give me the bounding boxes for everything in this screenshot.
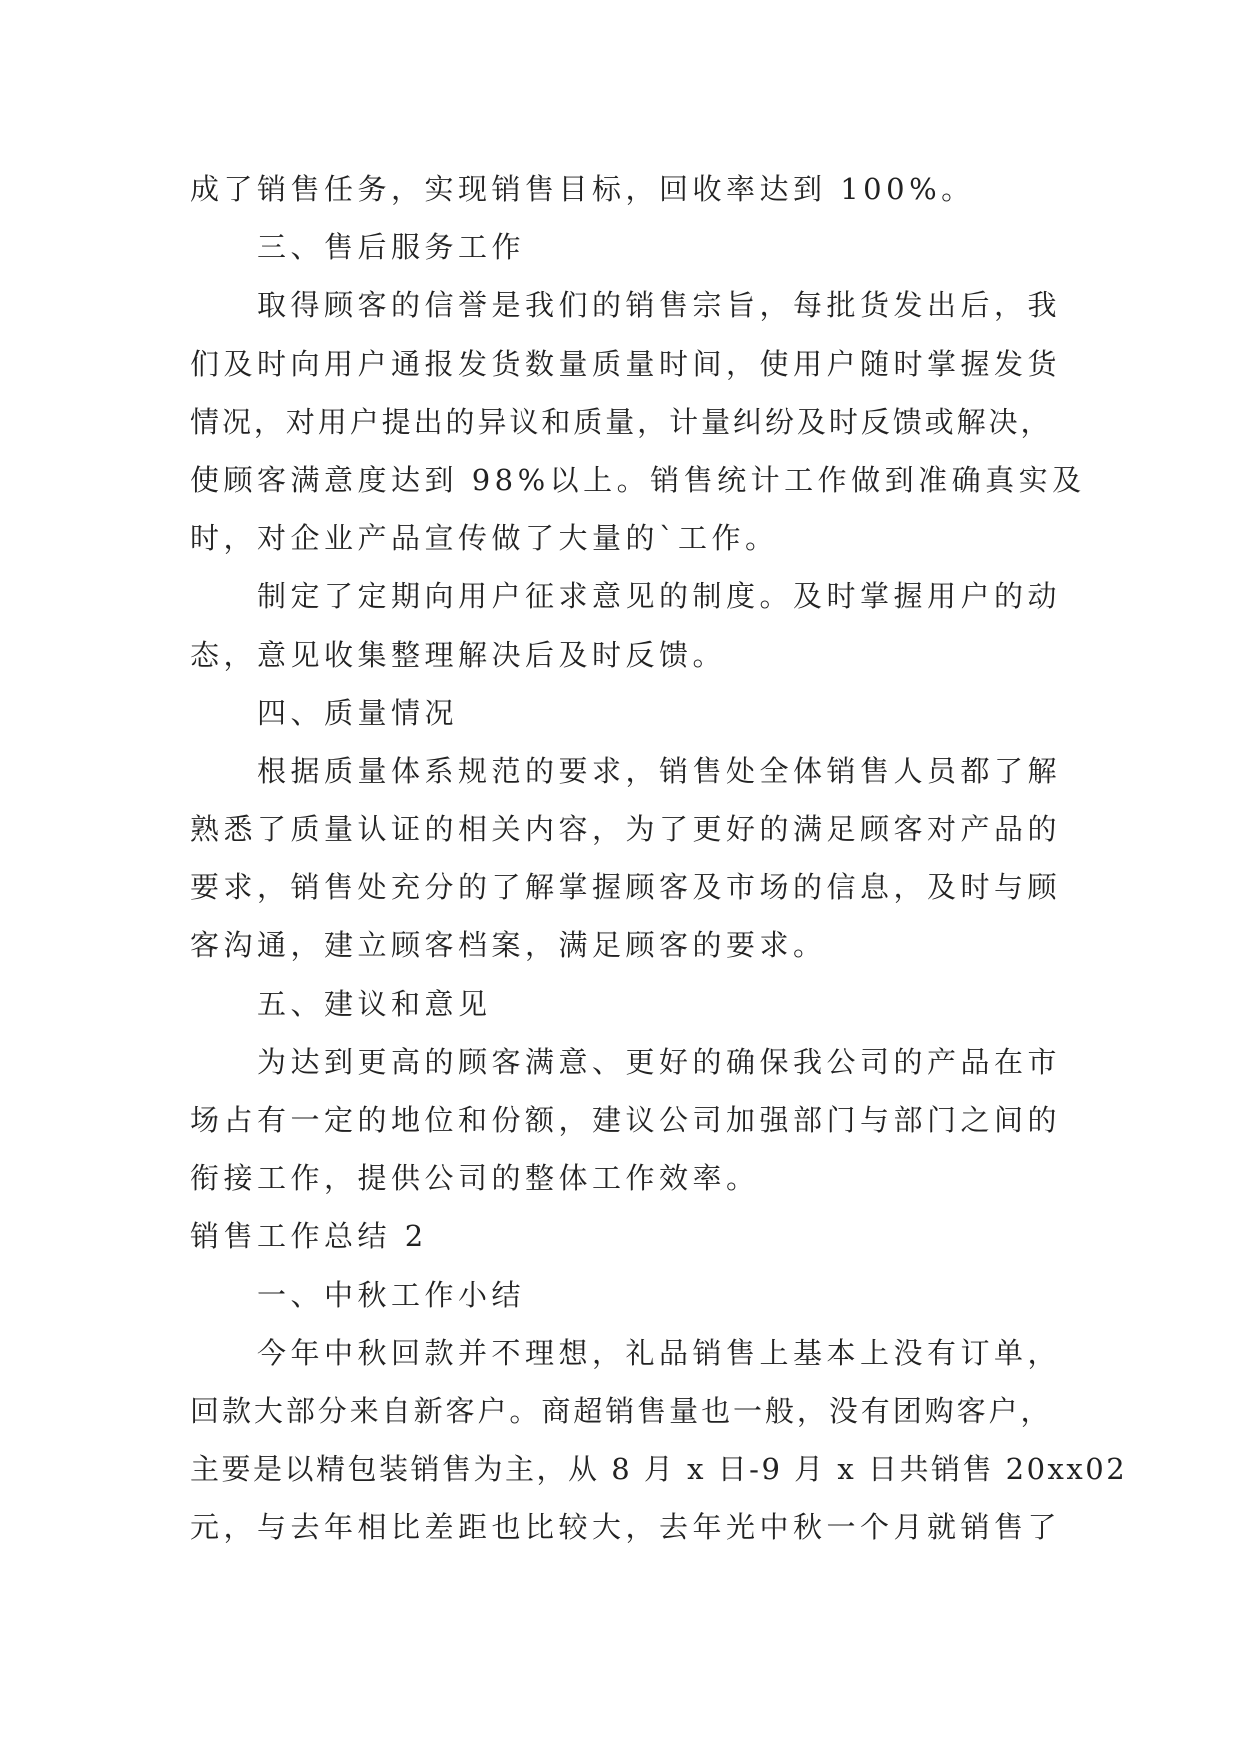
paragraph-line: 今年中秋回款并不理想，礼品销售上基本上没有订单， <box>257 1335 1062 1370</box>
paragraph-line: 情况，对用户提出的异议和质量，计量纠纷及时反馈或解决， <box>190 404 1052 439</box>
document-title-2: 销售工作总结 2 <box>190 1219 428 1254</box>
paragraph-line: 取得顾客的信誉是我们的销售宗旨，每批货发出后，我 <box>257 288 1062 323</box>
section-heading-quality: 四、质量情况 <box>257 695 459 730</box>
paragraph-line: 场占有一定的地位和份额，建议公司加强部门与部门之间的 <box>190 1103 1062 1137</box>
paragraph-line: 制定了定期向用户征求意见的制度。及时掌握用户的动 <box>257 579 1062 614</box>
paragraph-line: 时，对企业产品宣传做了大量的`工作。 <box>190 521 779 556</box>
paragraph-line: 要求，销售处充分的了解掌握顾客及市场的信息，及时与顾 <box>190 870 1062 905</box>
paragraph-line: 使顾客满意度达到 98%以上。销售统计工作做到准确真实及 <box>190 462 1086 497</box>
paragraph-line: 客沟通，建立顾客档案，满足顾客的要求。 <box>190 928 827 963</box>
paragraph-line: 主要是以精包装销售为主，从 8 月 x 日-9 月 x 日共销售 20xx02 <box>190 1452 1128 1487</box>
paragraph-line: 回款大部分来自新客户。商超销售量也一般，没有团购客户， <box>190 1393 1052 1428</box>
section-heading-suggestions: 五、建议和意见 <box>257 986 492 1021</box>
paragraph-line: 衔接工作，提供公司的整体工作效率。 <box>190 1161 760 1196</box>
paragraph-line: 熟悉了质量认证的相关内容，为了更好的满足顾客对产品的 <box>190 812 1062 847</box>
document-body <box>190 160 1128 1557</box>
paragraph-line: 根据质量体系规范的要求，销售处全体销售人员都了解 <box>257 753 1062 788</box>
paragraph-line: 成了销售任务，实现销售目标，回收率达到 100%。 <box>190 172 975 206</box>
section-heading-after-sales: 三、售后服务工作 <box>257 230 526 265</box>
paragraph-line: 为达到更高的顾客满意、更好的确保我公司的产品在市 <box>257 1044 1062 1079</box>
paragraph-line: 们及时向用户通报发货数量质量时间，使用户随时掌握发货 <box>190 346 1062 381</box>
paragraph-line: 态，意见收集整理解决后及时反馈。 <box>190 637 727 672</box>
section-heading-mid-autumn: 一、中秋工作小结 <box>257 1277 526 1312</box>
paragraph-line: 元，与去年相比差距也比较大，去年光中秋一个月就销售了 <box>190 1510 1062 1545</box>
